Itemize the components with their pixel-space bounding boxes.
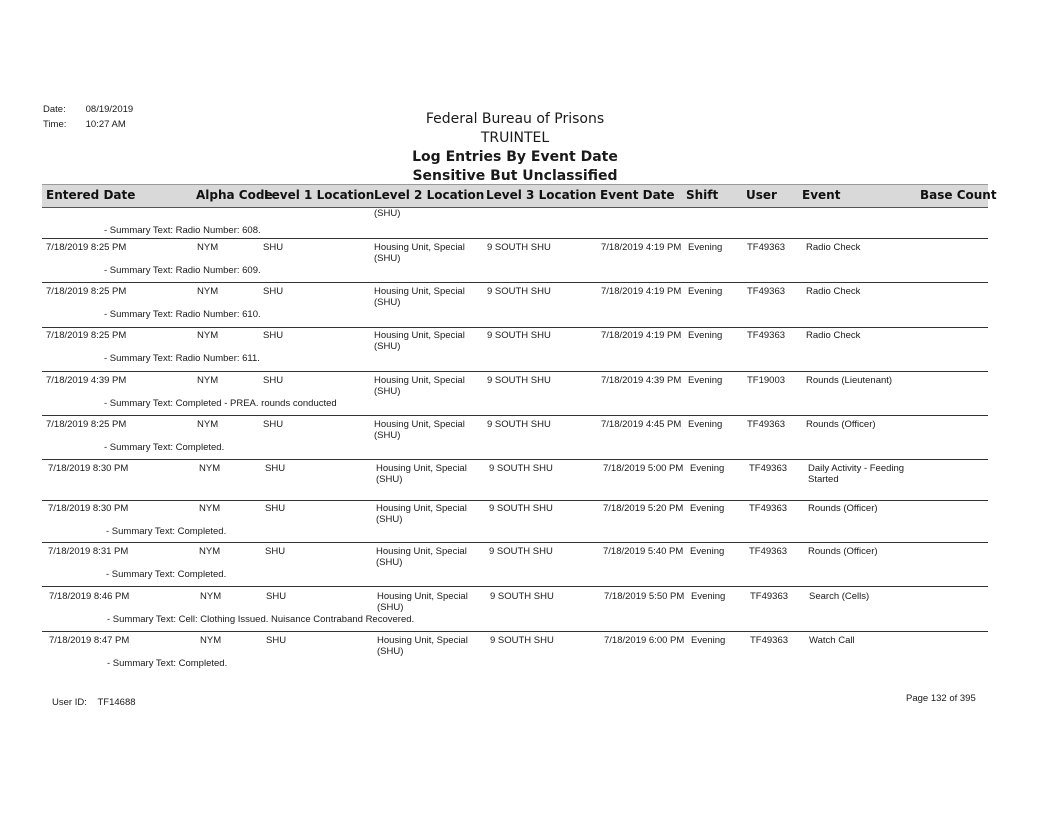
alpha-code-cell: NYM — [197, 330, 219, 341]
level1-location-cell: SHU — [266, 591, 287, 602]
entered-date-cell: 7/18/2019 8:25 PM — [46, 330, 127, 341]
level3-location-cell: 9 SOUTH SHU — [489, 546, 553, 557]
entered-date-cell: 7/18/2019 8:46 PM — [49, 591, 130, 602]
entered-date-cell: 7/18/2019 8:25 PM — [46, 242, 127, 253]
alpha-code-cell: NYM — [197, 419, 219, 430]
summary-prefix: - Summary Text: — [104, 353, 173, 364]
row-separator — [42, 282, 988, 283]
summary-text-continued — [104, 225, 261, 236]
summary-content: Cell: Clothing Issued. Nuisance Contraband Recovered. — [178, 614, 415, 625]
shift-cell: Evening — [688, 419, 723, 430]
level2-location-cell: Housing Unit, Special (SHU) — [374, 330, 465, 352]
user-cell: TF49363 — [750, 635, 789, 646]
summary-text — [106, 569, 226, 580]
report-title: Log Entries By Event Date — [412, 149, 618, 165]
event-date-cell: 7/18/2019 4:39 PM — [601, 375, 682, 386]
footer-user-id — [52, 697, 136, 708]
alpha-code-cell: NYM — [199, 546, 221, 557]
user-id-label: User ID: — [52, 697, 87, 708]
summary-prefix: - Summary Text: — [104, 225, 173, 236]
entered-date-cell: 7/18/2019 8:25 PM — [46, 286, 127, 297]
summary-text — [107, 658, 227, 669]
row-separator — [42, 542, 988, 543]
col-user: User — [746, 188, 777, 202]
col-entered-date: Entered Date — [46, 188, 136, 202]
level2-location-cell: Housing Unit, Special (SHU) — [374, 419, 465, 441]
summary-text — [107, 614, 414, 625]
shift-cell: Evening — [691, 635, 726, 646]
user-cell: TF49363 — [749, 503, 788, 514]
report-date — [43, 104, 133, 115]
date-value: 08/19/2019 — [85, 104, 134, 115]
level3-location-cell: 9 SOUTH SHU — [490, 591, 554, 602]
col-level3-location: Level 3 Location — [486, 188, 597, 202]
level1-location-cell: SHU — [263, 375, 284, 386]
user-cell: TF49363 — [749, 546, 788, 557]
summary-prefix: - Summary Text: — [106, 526, 175, 537]
page-number: Page 132 of 395 — [906, 693, 976, 704]
summary-prefix: - Summary Text: — [104, 309, 173, 320]
user-cell: TF19003 — [747, 375, 786, 386]
alpha-code-cell: NYM — [199, 503, 221, 514]
system-title: TRUINTEL — [480, 130, 550, 146]
level1-location-cell: SHU — [265, 546, 286, 557]
row-separator — [42, 586, 988, 587]
level2-location-cell: Housing Unit, Special (SHU) — [376, 546, 467, 568]
shift-cell: Evening — [691, 591, 726, 602]
event-date-cell: 7/18/2019 4:19 PM — [601, 242, 682, 253]
column-header-bar — [42, 184, 997, 208]
event-date-cell: 7/18/2019 5:20 PM — [603, 503, 684, 514]
summary-prefix: - Summary Text: — [106, 569, 175, 580]
summary-content: Completed. — [177, 526, 227, 537]
row-separator — [42, 459, 988, 460]
summary-content: Radio Number: 609. — [175, 265, 261, 276]
level2-location-cell: Housing Unit, Special (SHU) — [376, 463, 467, 485]
entered-date-cell: 7/18/2019 4:39 PM — [46, 375, 127, 386]
row-separator — [42, 500, 988, 501]
summary-content: Completed. — [178, 658, 228, 669]
event-cell: Radio Check — [806, 330, 861, 341]
shift-cell: Evening — [688, 286, 723, 297]
entered-date-cell: 7/18/2019 8:30 PM — [48, 463, 129, 474]
shift-cell: Evening — [688, 330, 723, 341]
level3-location-cell: 9 SOUTH SHU — [489, 463, 553, 474]
row-separator — [42, 327, 988, 328]
level1-location-cell: SHU — [265, 503, 286, 514]
level1-location-cell: SHU — [266, 635, 287, 646]
event-date-cell: 7/18/2019 4:19 PM — [601, 286, 682, 297]
summary-prefix: - Summary Text: — [107, 614, 176, 625]
user-id-value: TF14688 — [97, 697, 136, 708]
event-cell: Rounds (Lieutenant) — [806, 375, 893, 386]
summary-text — [104, 442, 224, 453]
event-date-cell: 7/18/2019 6:00 PM — [604, 635, 685, 646]
level3-location-cell: 9 SOUTH SHU — [487, 242, 551, 253]
event-cell: Rounds (Officer) — [808, 546, 878, 557]
user-cell: TF49363 — [747, 286, 786, 297]
row-separator — [42, 371, 988, 372]
level3-location-cell: 9 SOUTH SHU — [487, 286, 551, 297]
level1-location-cell: SHU — [263, 242, 284, 253]
agency-title: Federal Bureau of Prisons — [425, 111, 605, 127]
user-cell: TF49363 — [750, 591, 789, 602]
event-cell: Radio Check — [806, 286, 861, 297]
level3-location-cell: 9 SOUTH SHU — [489, 503, 553, 514]
level2-location-cell: Housing Unit, Special (SHU) — [374, 375, 465, 397]
alpha-code-cell: NYM — [200, 591, 222, 602]
alpha-code-cell: NYM — [197, 375, 219, 386]
alpha-code-cell: NYM — [200, 635, 222, 646]
event-cell: Radio Check — [806, 242, 861, 253]
level2-location-cell: Housing Unit, Special (SHU) — [374, 286, 465, 308]
event-date-cell: 7/18/2019 5:00 PM — [603, 463, 684, 474]
summary-prefix: - Summary Text: — [104, 398, 173, 409]
col-level2-location: Level 2 Location — [374, 188, 485, 202]
event-cell: Watch Call — [809, 635, 855, 646]
summary-content: Completed. — [177, 569, 227, 580]
event-cell: Rounds (Officer) — [808, 503, 878, 514]
user-cell: TF49363 — [749, 463, 788, 474]
date-label: Date: — [43, 104, 66, 115]
continued-level2-cell: (SHU) — [374, 208, 401, 219]
alpha-code-cell: NYM — [197, 242, 219, 253]
level1-location-cell: SHU — [263, 330, 284, 341]
summary-content: Radio Number: 611. — [175, 353, 260, 364]
report-title-block — [380, 110, 650, 186]
summary-text — [104, 353, 260, 364]
user-cell: TF49363 — [747, 419, 786, 430]
user-cell: TF49363 — [747, 330, 786, 341]
row-separator — [42, 238, 988, 239]
col-base-count: Base Count — [920, 188, 997, 202]
entered-date-cell: 7/18/2019 8:30 PM — [48, 503, 129, 514]
alpha-code-cell: NYM — [197, 286, 219, 297]
summary-prefix: - Summary Text: — [104, 265, 173, 276]
summary-text — [104, 398, 337, 409]
level3-location-cell: 9 SOUTH SHU — [490, 635, 554, 646]
entered-date-cell: 7/18/2019 8:47 PM — [49, 635, 130, 646]
col-shift: Shift — [686, 188, 719, 202]
summary-content: Completed - PREA. rounds conducted — [175, 398, 337, 409]
summary-prefix: - Summary Text: — [107, 658, 176, 669]
row-separator — [42, 415, 988, 416]
level3-location-cell: 9 SOUTH SHU — [487, 419, 551, 430]
summary-content: Radio Number: 608. — [175, 225, 261, 236]
level3-location-cell: 9 SOUTH SHU — [487, 330, 551, 341]
level1-location-cell: SHU — [263, 286, 284, 297]
col-alpha-code: Alpha Code — [196, 188, 273, 202]
event-date-cell: 7/18/2019 4:45 PM — [601, 419, 682, 430]
event-date-cell: 7/18/2019 5:50 PM — [604, 591, 685, 602]
entered-date-cell: 7/18/2019 8:25 PM — [46, 419, 127, 430]
event-date-cell: 7/18/2019 4:19 PM — [601, 330, 682, 341]
time-value: 10:27 AM — [85, 119, 126, 130]
shift-cell: Evening — [690, 503, 725, 514]
classification-label: Sensitive But Unclassified — [412, 168, 618, 184]
event-cell: Daily Activity - Feeding Started — [808, 463, 905, 485]
user-cell: TF49363 — [747, 242, 786, 253]
summary-text — [106, 526, 226, 537]
event-cell: Rounds (Officer) — [806, 419, 876, 430]
level2-location-cell: Housing Unit, Special (SHU) — [374, 242, 465, 264]
col-level1-location: Level 1 Location — [264, 188, 375, 202]
shift-cell: Evening — [690, 463, 725, 474]
level2-location-cell: Housing Unit, Special (SHU) — [377, 635, 468, 657]
time-label: Time: — [43, 119, 67, 130]
summary-text — [104, 309, 261, 320]
level3-location-cell: 9 SOUTH SHU — [487, 375, 551, 386]
col-event: Event — [802, 188, 841, 202]
level2-location-cell: Housing Unit, Special (SHU) — [376, 503, 467, 525]
col-event-date: Event Date — [600, 188, 675, 202]
shift-cell: Evening — [688, 375, 723, 386]
event-cell: Search (Cells) — [809, 591, 870, 602]
alpha-code-cell: NYM — [199, 463, 221, 474]
entered-date-cell: 7/18/2019 8:31 PM — [48, 546, 129, 557]
level2-location-cell: Housing Unit, Special (SHU) — [377, 591, 468, 613]
shift-cell: Evening — [690, 546, 725, 557]
level1-location-cell: SHU — [263, 419, 284, 430]
row-separator — [42, 631, 988, 632]
summary-content: Radio Number: 610. — [175, 309, 261, 320]
event-date-cell: 7/18/2019 5:40 PM — [603, 546, 684, 557]
summary-content: Completed. — [175, 442, 225, 453]
summary-text — [104, 265, 261, 276]
level1-location-cell: SHU — [265, 463, 286, 474]
summary-prefix: - Summary Text: — [104, 442, 173, 453]
shift-cell: Evening — [688, 242, 723, 253]
report-time — [43, 119, 126, 130]
